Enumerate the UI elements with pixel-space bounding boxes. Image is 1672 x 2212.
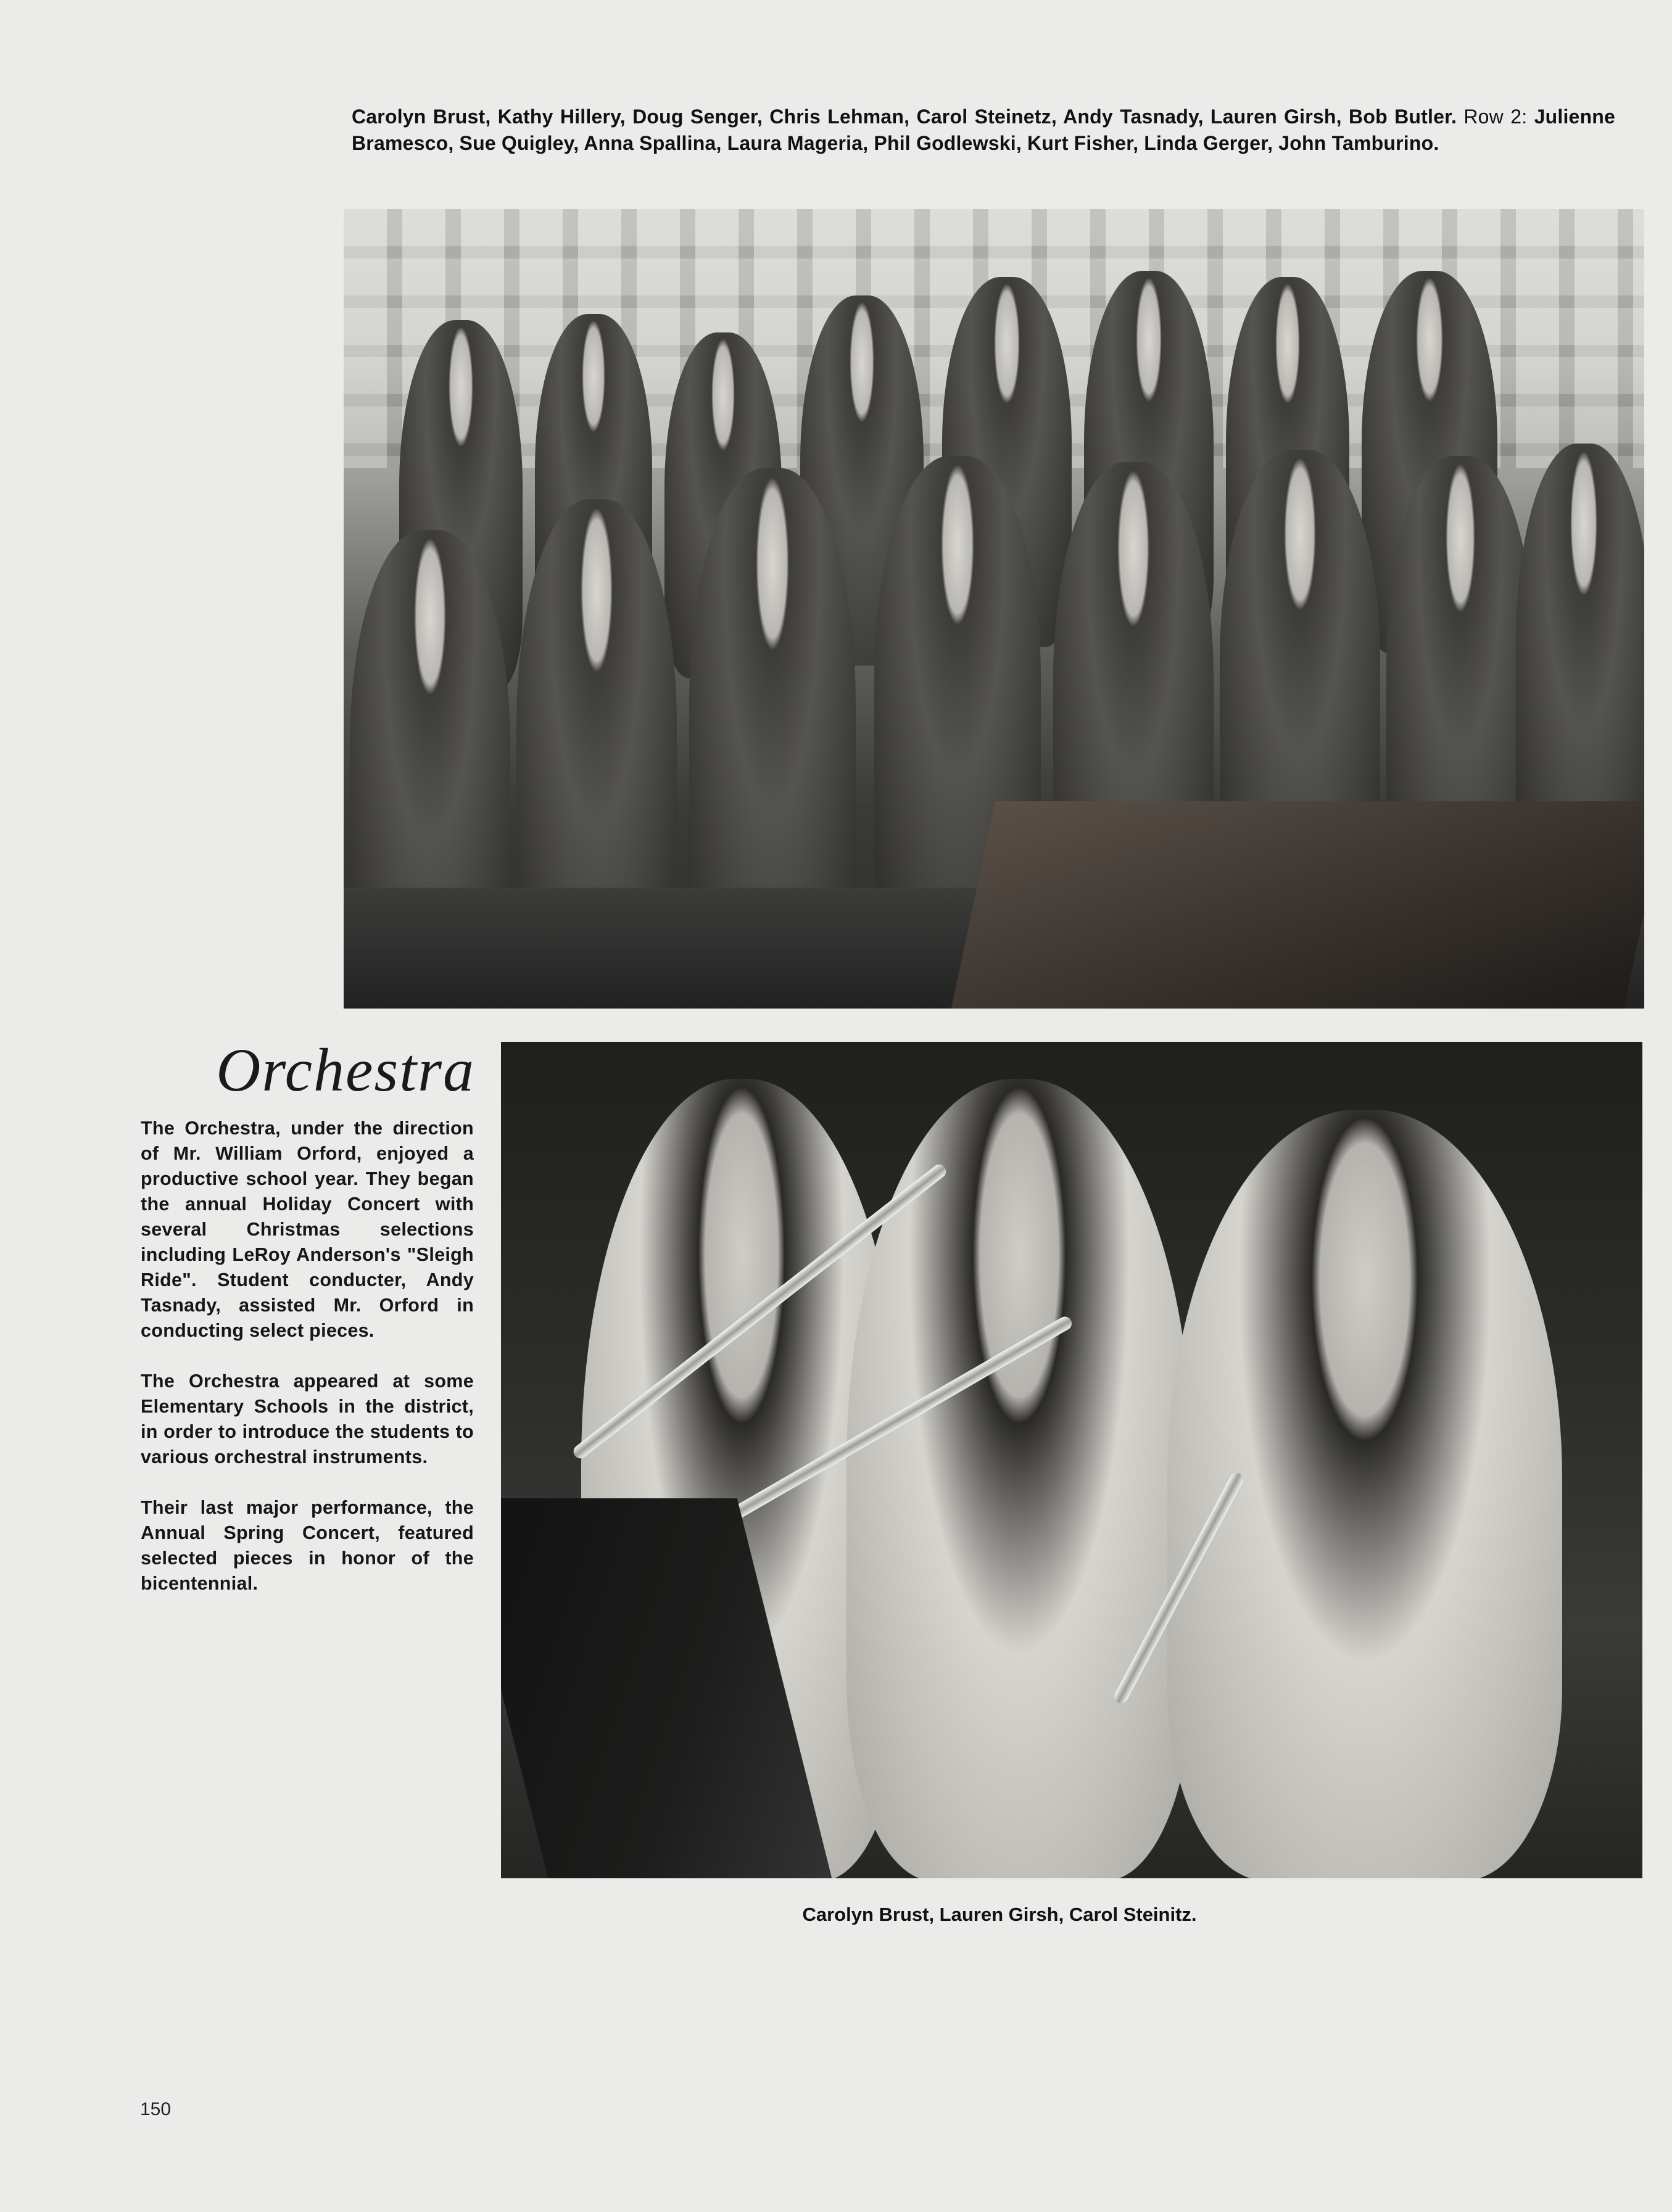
piano	[951, 801, 1644, 1009]
body-paragraph: The Orchestra, under the direction of Mr. William Orford, enjoyed a productive school year. They began the annual Holiday Concert with several Christmas selections including LeRoy Anderson's "Sleigh Ride". Student conducter, Andy Tasnady, assisted Mr. Orford in conducting select pieces.	[141, 1118, 474, 1341]
group-photo-caption	[352, 104, 1615, 157]
caption-row1-names: Carolyn Brust, Kathy Hillery, Doug Senger, Chris Lehman, Carol Steinetz, Andy Tasnady, Lauren Girsh, Bob Butler.	[352, 105, 1457, 128]
section-title: Orchestra	[216, 1036, 475, 1104]
body-paragraph: The Orchestra appeared at some Elementary Schools in the district, in order to introduce the students to various orchestral instruments.	[141, 1371, 474, 1467]
page-number: 150	[140, 2099, 172, 2119]
caption-row2-label: Row 2:	[1463, 105, 1528, 128]
section-body	[141, 1116, 474, 1622]
body-paragraph: Their last major performance, the Annual Spring Concert, featured selected pieces in honor of the bicentennial.	[141, 1497, 474, 1594]
flute-photo-caption: Carolyn Brust, Lauren Girsh, Carol Steinitz.	[802, 1904, 1197, 1925]
flute-players-photo	[501, 1042, 1642, 1878]
orchestra-group-photo	[344, 209, 1644, 1009]
caption-row2-names: Julienne Bramesco, Sue Quigley, Anna Spallina, Laura Mageria, Phil Godlewski, Kurt Fisher, Linda Gerger, John Tamburino.	[352, 105, 1616, 154]
